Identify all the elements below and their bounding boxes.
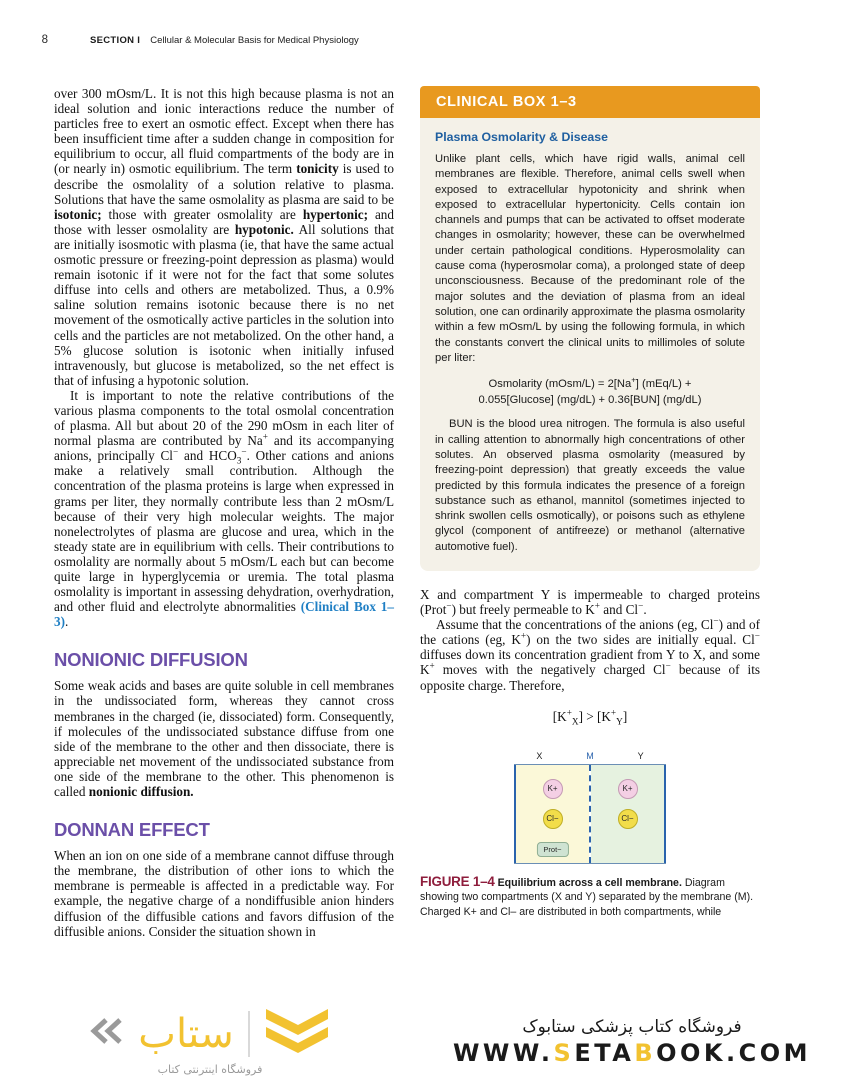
watermark-url: [453, 1039, 811, 1067]
setabook-logo-wordmark: ستاب: [138, 1010, 234, 1057]
section-label: SECTION I: [90, 35, 141, 46]
label-compartment-y: Y: [637, 750, 644, 761]
running-head: [0, 34, 844, 54]
section-title: Cellular & Molecular Basis for Medical Physiology: [150, 35, 359, 46]
watermark-text-group: [420, 1017, 844, 1067]
clinical-box-title: Plasma Osmolarity & Disease: [435, 130, 608, 144]
clinical-box: [420, 86, 760, 571]
paragraph-osmolality: over 300 mOsm/L. It is not this high because plasma is not an ideal solution and ionic interactions reduce the number of particles free to exert an osmotic effect. Except when there has been insufficient time after a sudden change in composition for equilibrium to occur, all fluid compartments of the body are in (or nearly in) osmotic equilibrium. The term tonicity is used to describe the osmolality of a solution relative to plasma. Solutions that have the same osmolality as plasma are said to be isotonic; those with greater osmolality are hypertonic; and those with lesser osmolality are hypotonic. All solutions that are initially isosmotic with plasma (ie, that have the same actual osmotic pressure or freezing-point depression as plasma) would remain isotonic if it were not for the fact that some solutes diffuse into cells and others are metabolized. Thus, a 0.9% saline solution remains isotonic because there is no net movement of the osmotically active particles in the solution into cells and the particles are not metabolized. On the other hand, a 5% glucose solution is isotonic when initially infused intravenously, but glucose is metabolized, so the net effect is that of infusing a hypotonic solution.: [54, 86, 394, 388]
url-highlight-b: B: [634, 1038, 657, 1067]
clinical-box-header: CLINICAL BOX 1–3: [420, 86, 760, 118]
term-nonionic-diffusion: nonionic diffusion.: [88, 784, 194, 800]
watermark-divider: [248, 1011, 250, 1057]
label-membrane: M: [586, 750, 594, 761]
figure-caption-text: Diagram showing two compartments (X and Y) separated by the membrane (M). Charged K+ and Cl– are distributed in both compartments, while: [420, 876, 754, 918]
page-number: 8: [41, 34, 48, 46]
clinical-box-paragraph-2: BUN is the blood urea nitrogen. The formula is also useful in calling attention to abnormally high concentrations of other solutes. An observed plasma osmolarity (measured by freezing-point depression) that greatly exceeds the value predicted by this formula indicates the presence of a foreign substance such as ethanol, mannitol (sometimes injected to shrink swollen cells osmotically), or poisons such as ethylene glycol (component of antifreeze) or methanol (alternative automotive fuel).: [435, 418, 745, 553]
watermark-logo-subtitle: فروشگاه اینترنتی کتاب: [157, 1063, 263, 1076]
watermark-bar: [0, 1002, 844, 1080]
url-eta: ETA: [574, 1038, 635, 1067]
compartment-y: [591, 765, 666, 863]
term-isotonic: isotonic;: [54, 206, 102, 222]
setabook-chevron-mark-icon: [264, 1007, 330, 1060]
compartment-x: [514, 765, 589, 863]
paragraph-compartment-y: X and compartment Y is impermeable to charged proteins (Prot−) but freely permeable to K+ and Cl−.: [420, 587, 760, 618]
clinical-box-cross-reference[interactable]: (Clinical Box 1–3): [54, 599, 394, 630]
chloride-ion-x: Cl−: [543, 809, 563, 829]
label-compartment-x: X: [536, 750, 543, 761]
watermark-logo-row: [90, 1007, 329, 1060]
watermark-persian-line: فروشگاه کتاب پزشکی ستابوک: [522, 1016, 742, 1037]
heading-nonionic-diffusion: NONIONIC DIFFUSION: [54, 649, 248, 671]
right-column: [420, 86, 760, 919]
term-tonicity: tonicity: [296, 161, 339, 177]
url-suffix: OOK.COM: [656, 1038, 812, 1067]
watermark-logo-group: [0, 1007, 420, 1076]
heading-donnan-effect: DONNAN EFFECT: [54, 819, 210, 841]
formula-line-1: Osmolarity (mOsm/L) = 2[Na+] (mEq/L) +: [488, 375, 692, 391]
donnan-equation: $[K^+_X] > [K^+_Y]$: [552, 707, 628, 727]
paragraph-donnan-effect: When an ion on one side of a membrane cannot diffuse through the membrane, the distribution of other ions to which the membrane is permeable is affected in a predictable way. For example, the negative charge of a nondiffusible anion hinders diffusion of the diffusible cations and favors diffusion of the diffusible anions. Consider the situation shown in: [54, 848, 394, 939]
diagram-body: [514, 764, 666, 864]
paragraph-nonionic-diffusion: Some weak acids and bases are quite soluble in cell membranes in the undissociated form, whereas they cannot cross membranes in the charged (ie, dissociated) form. Consequently, if molecules of the undissociated substance diffuse from one side of the membrane to the other and then dissociate, there is appreciable net movement of the undissociated substance from one side of the membrane to the other. This phenomenon is called nonionic diffusion.: [54, 678, 394, 800]
protein-anion-x: Prot−: [536, 842, 568, 857]
page-fade: [0, 988, 844, 1002]
potassium-ion-x: K+: [543, 779, 563, 799]
url-highlight-s: S: [553, 1038, 575, 1067]
membrane-diagram: [514, 751, 666, 864]
term-hypotonic: hypotonic.: [234, 221, 294, 237]
term-hypertonic: hypertonic;: [302, 206, 369, 222]
figure-1-4: [420, 751, 760, 864]
compartment-labels: [514, 751, 666, 764]
left-column: [54, 86, 394, 939]
potassium-ion-y: K+: [618, 779, 638, 799]
clinical-box-body: [420, 118, 760, 571]
figure-caption: [420, 875, 760, 920]
paragraph-anion-assumption: Assume that the concentrations of the anions (eg, Cl−) and of the cations (eg, K+) on the two sides are initially equal. Cl− diffuses down its concentration gradient from Y to X, and some K+ moves with the negatively charged Cl− because of its opposite charge. Therefore,: [420, 615, 761, 693]
paragraph-plasma-components: It is important to note the relative contributions of the various plasma components to the total osmolal concentration of plasma. All but about 20 of the 290 mOsm in each liter of normal plasma are contributed by Na+ and its accompanying anions, principally Cl− and $HCO_3^-$. Other cations and anions make a relatively small contribution. Although the concentration of the plasma proteins is large when expressed in grams per liter, they normally contribute less than 2 mOsm/L because of their very high molecular weights. The major nonelectrolytes of plasma are glucose and urea, which in the steady state are in equilibrium with cells. Their contributions to osmolality are normally about 5 mOsm/L each but can become quite large in hyperglycemia or uremia. The total plasma osmolality is important in assessing dehydration, overhydration, and other fluid and electrolyte abnormalities (Clinical Box 1–3).: [54, 387, 394, 630]
clinical-box-paragraph-1: Unlike plant cells, which have rigid walls, animal cell membranes are flexible. Therefore, animal cells swell when exposed to extracellular hypotonicity and shrink when exposed to extracellular hypertonicity. Cells contain ion channels and pumps that can be activated to offset moderate changes in osmolarity; however, these can be overwhelmed under certain pathological conditions. Hyperosmolality can cause coma (hyperosmolar coma), a prolonged state of deep unconsciousness. Because of the predominant role of the major solutes and the deviation of plasma from an ideal solution, one can ordinarily approximate the plasma osmolarity within a few mOsm/L by using the following formula, in which the constants convert the clinical units to millimoles of solute per liter:: [435, 153, 745, 364]
url-prefix: WWW.: [452, 1038, 554, 1067]
formula-line-2: 0.055[Glucose] (mg/dL) + 0.36[BUN] (mg/dL): [478, 393, 702, 406]
chevron-left-icon: [90, 1016, 124, 1051]
right-column-body: [420, 587, 760, 725]
chloride-ion-y: Cl−: [618, 809, 638, 829]
osmolarity-formula: [435, 377, 745, 408]
figure-caption-title: Equilibrium across a cell membrane.: [497, 876, 682, 889]
figure-number: FIGURE 1–4: [420, 873, 495, 889]
